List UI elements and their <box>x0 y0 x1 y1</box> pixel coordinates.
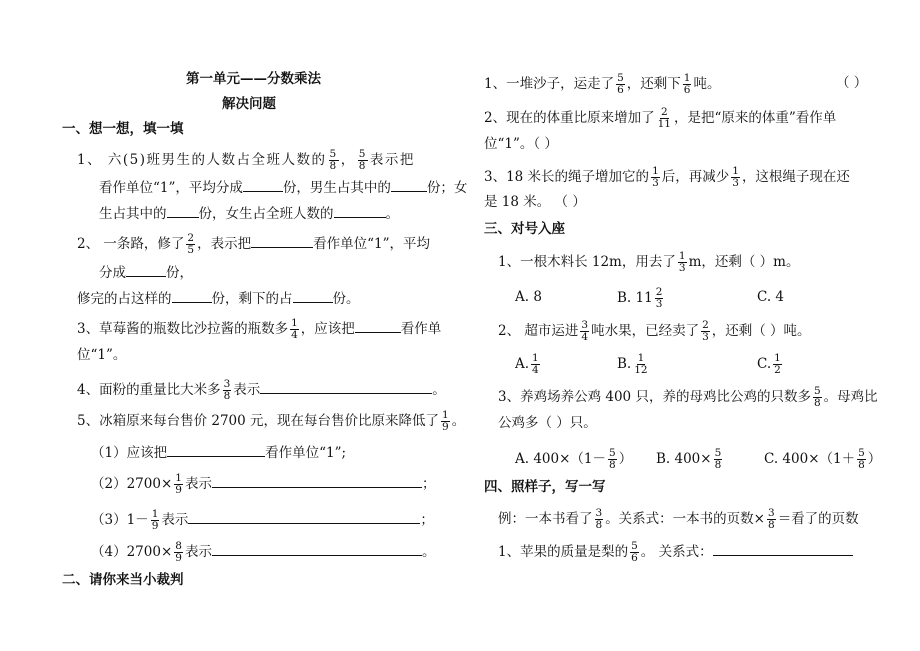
question-1-line-2: 看作单位“1”，平均分成 份，男生占其中的 份；女 <box>99 177 467 198</box>
fraction: $\frac{5}{8}$ <box>609 447 616 471</box>
question-5-sub-4: （4）2700× $\frac{8}{9}$ 表示 。 <box>91 540 436 564</box>
fraction: $\frac{3}{8}$ <box>595 507 603 531</box>
fraction: $\frac{5}{8}$ <box>858 447 865 471</box>
choice-1-option-b[interactable]: B. 11 $\frac{2}{3}$ <box>617 286 663 310</box>
question-3-line-1: 3、草莓酱的瓶数比沙拉酱的瓶数多 $\frac{1}{4}$ ，应该把 看作单 <box>77 317 442 341</box>
example-line: 例：一本书看了 $\frac{3}{8}$ 。关系式：一本书的页数× $\frac{3}{8}$ ＝看了的页数 <box>498 507 859 531</box>
judge-2-line-1: 2、现在的体重比原来增加了 $\frac{2}{11}$ ，是把“原来的体重”看作单 <box>484 106 837 130</box>
fraction: $\frac{1}{9}$ <box>151 508 159 532</box>
question-5-sub-3: （3）1－ $\frac{1}{9}$ 表示 ； <box>91 508 434 532</box>
answer-blank[interactable] <box>126 262 166 277</box>
question-2-line-1: 2、 一条路，修了 $\frac{2}{5}$ ，表示把 看作单位“1”，平均 <box>77 232 430 256</box>
question-3-line-2: 位“1”。 <box>77 347 127 363</box>
question-2-line-2: 分成 份， <box>99 262 193 283</box>
fraction: $\frac{5}{8}$ <box>329 148 338 172</box>
judge-3-line-2: 是 18 米。 （ ） <box>484 194 586 210</box>
fraction: $\frac{1}{3}$ <box>652 165 659 189</box>
question-1-line-3: 生占其中的 份，女生占全班人数的 。 <box>99 203 399 224</box>
question-5-sub-1: （1）应该把 看作单位“1”; <box>91 442 346 463</box>
question-5-sub-2: （2）2700× $\frac{1}{9}$ 表示 ； <box>91 472 436 496</box>
write-1: 1、苹果的质量是梨的 $\frac{5}{6}$ 。 关系式： <box>498 541 853 564</box>
fraction: $\frac{3}{4}$ <box>581 319 589 343</box>
fraction: $\frac{3}{8}$ <box>768 507 775 531</box>
answer-blank[interactable] <box>391 177 427 192</box>
fraction: $\frac{5}{8}$ <box>714 447 722 471</box>
choice-1-option-c[interactable]: C. 4 <box>757 289 785 305</box>
fraction: $\frac{5}{6}$ <box>617 72 624 96</box>
fraction: $\frac{5}{8}$ <box>813 385 821 409</box>
fraction: $\frac{1}{3}$ <box>678 250 686 274</box>
choice-1: 1、一根木料长 12m，用去了 $\frac{1}{3}$ m，还剩（ ）m。 <box>498 250 800 274</box>
fraction: $\frac{1}{6}$ <box>683 72 691 96</box>
fraction: $\frac{1}{4}$ <box>532 352 539 376</box>
choice-3-option-a[interactable]: A. 400×（1－ $\frac{5}{8}$ ） <box>515 447 633 471</box>
fraction: $\frac{2}{3}$ <box>702 319 709 343</box>
choice-2-option-c[interactable]: C. $\frac{1}{2}$ <box>757 352 781 376</box>
fraction: $\frac{3}{8}$ <box>223 378 231 402</box>
fraction: $\frac{1}{4}$ <box>291 317 298 341</box>
answer-blank[interactable] <box>172 288 212 303</box>
answer-blank[interactable] <box>243 177 283 192</box>
choice-3-line-1: 3、养鸡场养公鸡 400 只，养的母鸡比公鸡的只数多 $\frac{5}{8}$ 。母鸡比 <box>498 385 878 409</box>
answer-blank[interactable] <box>188 509 420 524</box>
judge-2-line-2: 位“1”。（ ） <box>484 136 558 152</box>
fraction: $\frac{2}{3}$ <box>655 286 663 310</box>
judge-3-line-1: 3、18 米长的绳子增加它的 $\frac{1}{3}$ 后，再减少 $\frac{1}{3}$ ，这根绳子现在还 <box>484 165 850 189</box>
question-2-line-3: 修完的占这样的 份，剩下的占 份。 <box>77 288 360 309</box>
choice-3-option-b[interactable]: B. 400× $\frac{5}{8}$ <box>656 447 722 471</box>
section-2-title: 二、请你来当小裁判 <box>62 572 184 588</box>
section-4-title: 四、照样子，写一写 <box>484 479 606 495</box>
fraction: $\frac{1}{12}$ <box>634 352 648 376</box>
fraction: $\frac{5}{8}$ <box>358 148 367 172</box>
section-3-title: 三、对号入座 <box>484 221 565 237</box>
fraction: $\frac{1}{9}$ <box>442 409 449 433</box>
question-5: 5、冰箱原来每台售价 2700 元，现在每台售价比原来降低了 $\frac{1}{9}$ 。 <box>77 409 466 433</box>
fraction: $\frac{1}{3}$ <box>732 165 739 189</box>
judge-1: 1、一堆沙子，运走了 $\frac{5}{6}$ ，还剩下 $\frac{1}{6}$ 吨。 <box>484 72 721 96</box>
question-1-line-1: 1、 六(5)班男生的人数占全班人数的 $\frac{5}{8}$ ， $\frac{5}{8}$ 表示把 <box>77 148 415 172</box>
answer-blank[interactable] <box>167 442 265 457</box>
question-4: 4、面粉的重量比大米多 $\frac{3}{8}$ 表示 。 <box>77 378 446 402</box>
answer-blank[interactable] <box>251 233 313 248</box>
section-1-title: 一、想一想，填一填 <box>62 121 184 137</box>
fraction: $\frac{5}{6}$ <box>631 540 638 564</box>
answer-blank[interactable] <box>167 203 199 218</box>
answer-blank[interactable] <box>260 379 432 394</box>
choice-2: 2、 超市运进 $\frac{3}{4}$ 吨水果，已经卖了 $\frac{2}{3}$ ，还剩（ ）吨。 <box>498 319 811 343</box>
choice-2-option-b[interactable]: B. $\frac{1}{12}$ <box>617 352 648 376</box>
page-title: 第一单元——分数乘法 <box>186 71 321 87</box>
fraction: $\frac{2}{11}$ <box>657 106 671 130</box>
choice-1-option-a[interactable]: A. 8 <box>515 289 542 305</box>
page-subtitle: 解决问题 <box>222 96 276 112</box>
answer-blank[interactable] <box>355 318 401 333</box>
answer-blank[interactable] <box>713 541 853 556</box>
choice-2-option-a[interactable]: A. $\frac{1}{4}$ <box>515 352 539 376</box>
choice-3-option-c[interactable]: C. 400×（1＋ $\frac{5}{8}$ ） <box>764 447 882 471</box>
answer-blank[interactable] <box>293 288 333 303</box>
fraction: $\frac{8}{9}$ <box>175 540 182 564</box>
fraction: $\frac{1}{2}$ <box>774 352 781 376</box>
judge-1-answer[interactable]: （ ） <box>836 75 868 91</box>
answer-blank[interactable] <box>334 203 386 218</box>
fraction: $\frac{2}{5}$ <box>187 232 195 256</box>
choice-3-line-2: 公鸡多（ ）只。 <box>498 415 597 431</box>
answer-blank[interactable] <box>212 473 422 488</box>
answer-blank[interactable] <box>212 541 422 556</box>
fraction: $\frac{1}{9}$ <box>175 472 182 496</box>
